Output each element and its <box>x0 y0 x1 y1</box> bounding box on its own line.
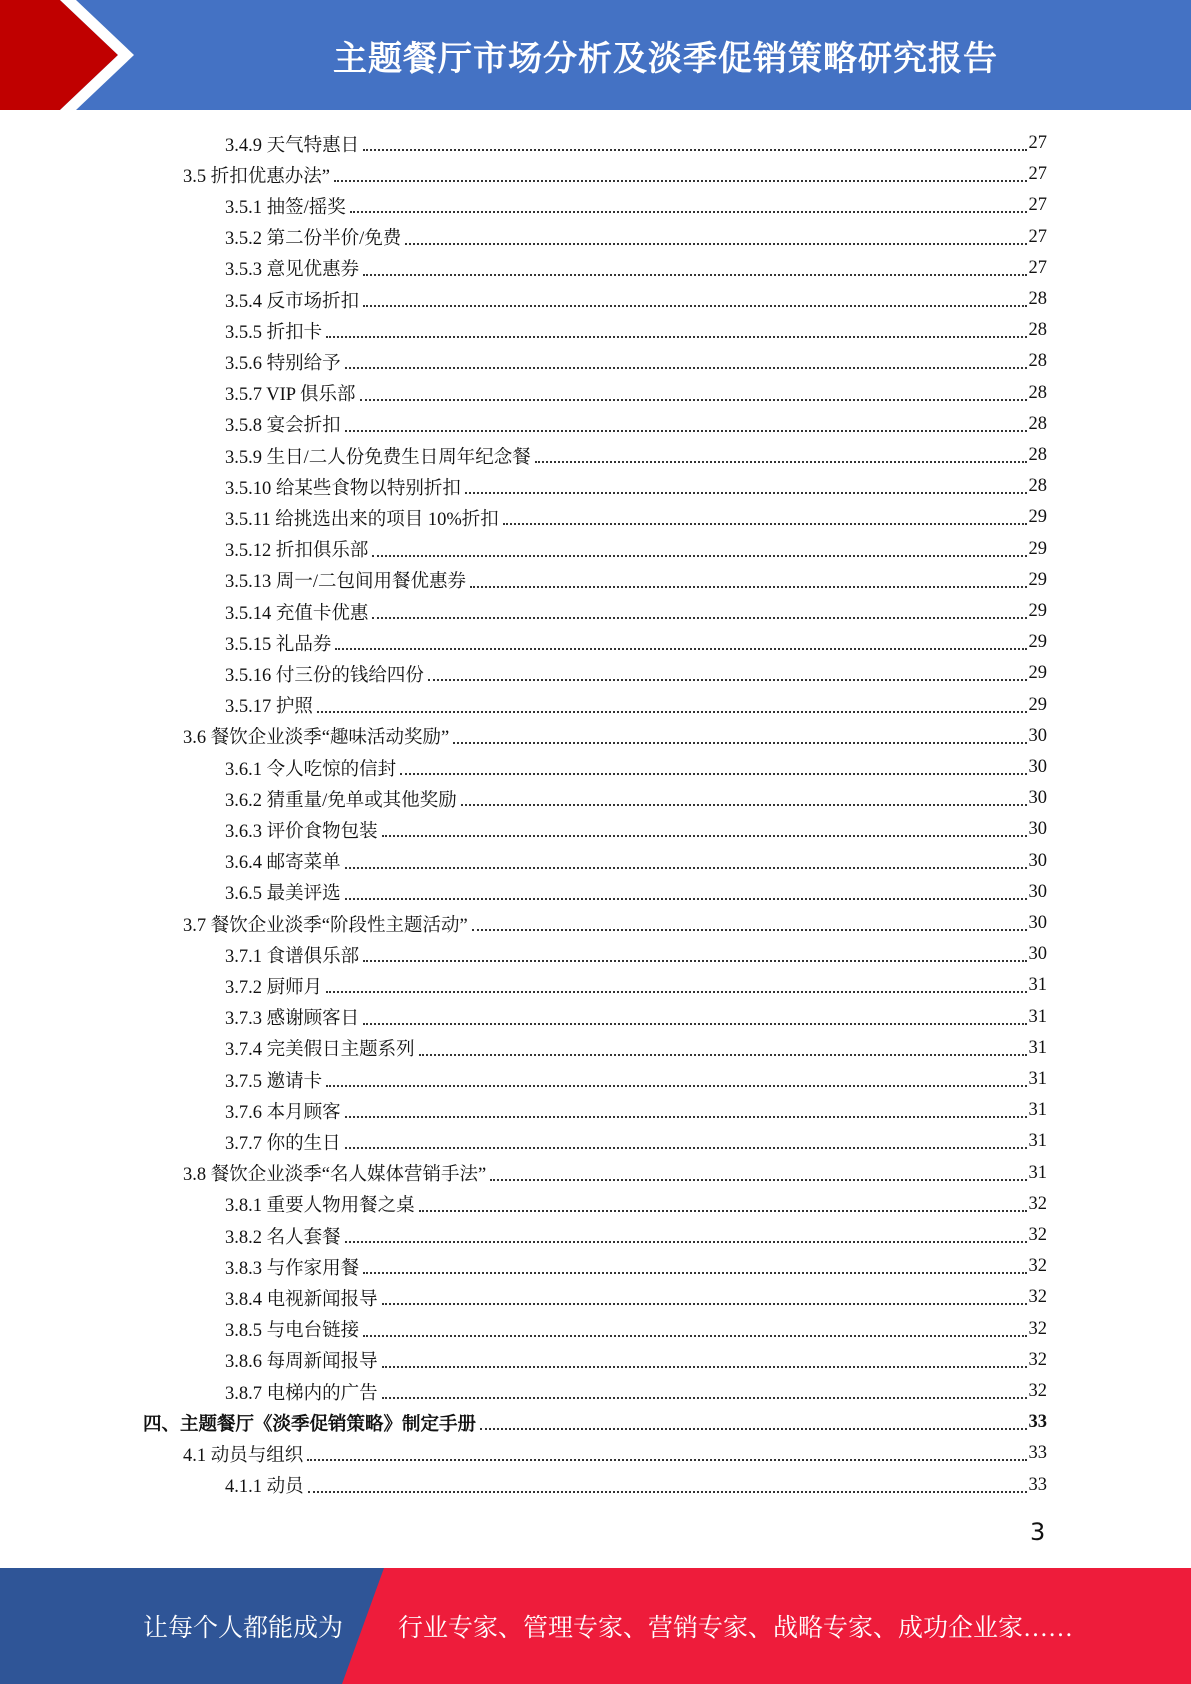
toc-entry-label: 3.7.6 本月顾客 <box>225 1102 341 1123</box>
toc-entry-page-number: 30 <box>1028 913 1047 933</box>
toc-entry-label: 3.8.5 与电台链接 <box>225 1321 360 1342</box>
toc-entry-page-number: 31 <box>1028 1131 1047 1152</box>
toc-entry-label: 3.5.3 意见优惠券 <box>225 260 360 281</box>
toc-entry-label: 3.5 折扣优惠办法” <box>183 166 330 187</box>
toc-entry-page-number: 28 <box>1028 320 1047 341</box>
toc-entry[interactable] <box>225 190 1047 221</box>
toc-entry-page-number: 31 <box>1028 975 1047 996</box>
toc-entry-page-number: 27 <box>1028 195 1047 216</box>
toc-entry[interactable] <box>225 1095 1047 1126</box>
toc-entry[interactable] <box>183 1158 1047 1189</box>
toc-entry[interactable] <box>225 565 1047 596</box>
toc-entry[interactable] <box>225 253 1047 284</box>
dot-leader <box>480 1428 1026 1430</box>
footer-slogan-right: 行业专家、管理专家、营销专家、战略专家、成功企业家…… <box>398 1615 1074 1642</box>
toc-entry[interactable] <box>225 1126 1047 1157</box>
toc-entry[interactable] <box>225 284 1047 315</box>
toc-entry[interactable] <box>225 596 1047 627</box>
toc-entry-label: 3.7.7 你的生日 <box>225 1133 341 1154</box>
toc-entry-page-number: 31 <box>1028 1100 1047 1121</box>
dot-leader <box>360 399 1027 401</box>
toc-entry-label: 3.6.3 评价食物包装 <box>225 821 378 842</box>
toc-entry-page-number: 32 <box>1028 1225 1047 1245</box>
toc-entry-page-number: 29 <box>1028 507 1047 528</box>
toc-entry-page-number: 31 <box>1028 1069 1047 1089</box>
toc-entry[interactable] <box>225 346 1047 377</box>
toc-entry[interactable] <box>225 970 1047 1001</box>
toc-entry-label: 3.8.7 电梯内的广告 <box>225 1383 378 1404</box>
toc-entry-label: 3.5.6 特别给予 <box>225 353 341 374</box>
toc-entry-page-number: 28 <box>1028 413 1047 434</box>
dot-leader <box>382 1397 1027 1399</box>
dot-leader <box>345 898 1027 900</box>
red-arrow-shape <box>0 0 118 110</box>
dot-leader <box>363 1023 1026 1025</box>
dot-leader <box>307 1459 1026 1461</box>
toc-entry[interactable] <box>225 627 1047 658</box>
dot-leader <box>363 305 1026 307</box>
toc-entry-page-number: 29 <box>1028 632 1047 653</box>
toc-entry[interactable] <box>225 877 1047 908</box>
toc-entry[interactable] <box>225 534 1047 565</box>
toc-entry-page-number: 31 <box>1028 1162 1047 1183</box>
dot-leader <box>345 1116 1027 1118</box>
report-title: 主题餐厅市场分析及淡季促销策略研究报告 <box>333 38 998 79</box>
toc-entry-label: 4.1.1 动员 <box>225 1477 304 1498</box>
toc-entry-label: 3.5.10 给某些食物以特别折扣 <box>225 478 461 499</box>
toc-entry-page-number: 33 <box>1028 1474 1047 1495</box>
toc-entry-page-number: 28 <box>1028 289 1047 309</box>
toc-entry-page-number: 30 <box>1028 788 1047 809</box>
dot-leader <box>326 1085 1026 1087</box>
toc-entry-label: 3.8.2 名人套餐 <box>225 1227 341 1248</box>
dot-leader <box>326 991 1026 993</box>
toc-entry[interactable] <box>225 1220 1047 1251</box>
dot-leader <box>382 1303 1027 1305</box>
toc-entry[interactable] <box>225 1189 1047 1220</box>
toc-entry[interactable] <box>225 1345 1047 1376</box>
toc-entry[interactable] <box>225 128 1047 159</box>
dot-leader <box>453 742 1026 744</box>
toc-entry-page-number: 31 <box>1028 1006 1047 1027</box>
toc-entry-label: 3.4.9 天气特惠日 <box>225 135 360 156</box>
toc-entry-page-number: 28 <box>1028 382 1047 403</box>
toc-entry-label: 3.5.2 第二份半价/免费 <box>225 229 402 250</box>
dot-leader <box>363 1335 1026 1337</box>
toc-entry-page-number: 30 <box>1028 757 1047 777</box>
dot-leader <box>419 1054 1027 1056</box>
toc-entry-page-number: 29 <box>1028 569 1047 590</box>
toc-entry-label: 3.7.1 食谱俱乐部 <box>225 946 360 967</box>
toc-entry[interactable] <box>225 814 1047 845</box>
toc-entry-label: 3.5.17 护照 <box>225 697 313 718</box>
toc-entry-page-number: 30 <box>1028 881 1047 902</box>
toc-entry-label: 3.5.16 付三份的钱给四份 <box>225 665 424 686</box>
toc-entry-label: 3.5.11 给挑选出来的项目 10%折扣 <box>225 509 499 530</box>
toc-entry-page-number: 30 <box>1028 725 1047 746</box>
toc-entry-page-number: 32 <box>1028 1193 1047 1214</box>
toc-entry-label: 3.8.1 重要人物用餐之桌 <box>225 1196 415 1217</box>
page-footer <box>0 1568 1191 1684</box>
toc-entry-label: 3.6.4 邮寄菜单 <box>225 853 341 874</box>
toc-entry-page-number: 29 <box>1028 663 1047 684</box>
dot-leader <box>428 679 1027 681</box>
dot-leader <box>363 149 1026 151</box>
dot-leader <box>308 1491 1027 1493</box>
toc-entry-label: 3.5.14 充值卡优惠 <box>225 603 369 624</box>
footer-slogan-left: 让每个人都能成为 <box>143 1615 344 1642</box>
toc-entry-label: 3.8 餐饮企业淡季“名人媒体营销手法” <box>183 1165 487 1186</box>
dot-leader <box>345 867 1027 869</box>
toc-entry[interactable] <box>225 1314 1047 1345</box>
toc-entry[interactable] <box>225 752 1047 783</box>
toc-entry-page-number: 30 <box>1028 850 1047 871</box>
toc-entry-label: 4.1 动员与组织 <box>183 1445 304 1466</box>
toc-entry-label: 3.5.8 宴会折扣 <box>225 416 341 437</box>
dot-leader <box>465 492 1027 494</box>
dot-leader <box>405 243 1026 245</box>
dot-leader <box>363 960 1026 962</box>
toc-entry[interactable] <box>225 846 1047 877</box>
dot-leader <box>400 773 1026 775</box>
dot-leader <box>372 555 1026 557</box>
toc-entry[interactable] <box>225 658 1047 689</box>
dot-leader <box>334 180 1027 182</box>
toc-entry-label: 3.7.4 完美假日主题系列 <box>225 1040 415 1061</box>
toc-entry-page-number: 33 <box>1028 1412 1047 1433</box>
page-header <box>0 0 1191 110</box>
toc-entry[interactable] <box>143 1407 1047 1438</box>
toc-entry-label: 3.5.15 礼品券 <box>225 634 332 655</box>
toc-entry-label: 3.8.3 与作家用餐 <box>225 1258 360 1279</box>
toc-entry-label: 3.5.9 生日/二人份免费生日周年纪念餐 <box>225 447 531 468</box>
toc-entry-page-number: 27 <box>1028 164 1047 185</box>
toc-entry-label: 3.7.5 邀请卡 <box>225 1071 323 1092</box>
toc-entry-label: 3.5.5 折扣卡 <box>225 322 323 343</box>
toc-entry-label: 3.5.1 抽签/摇奖 <box>225 197 346 218</box>
toc-entry-page-number: 32 <box>1028 1318 1047 1339</box>
toc-entry-label: 3.7 餐饮企业淡季“阶段性主题活动” <box>183 915 468 936</box>
toc-entry-page-number: 28 <box>1028 476 1047 497</box>
toc-entry[interactable] <box>225 222 1047 253</box>
toc-entry-label: 四、主题餐厅《淡季促销策略》制定手册 <box>143 1414 477 1435</box>
toc-entry-label: 3.8.6 每周新闻报导 <box>225 1352 378 1373</box>
toc-entry[interactable] <box>225 1470 1047 1501</box>
toc-entry[interactable] <box>225 440 1047 471</box>
dot-leader <box>382 835 1027 837</box>
dot-leader <box>503 523 1027 525</box>
toc-entry[interactable] <box>225 783 1047 814</box>
toc-entry-page-number: 30 <box>1028 944 1047 965</box>
dot-leader <box>472 929 1027 931</box>
toc-entry-page-number: 32 <box>1028 1349 1047 1370</box>
toc-entry-page-number: 29 <box>1028 601 1047 621</box>
toc-entry[interactable] <box>225 315 1047 346</box>
dot-leader <box>326 336 1026 338</box>
toc-entry-label: 3.6 餐饮企业淡季“趣味活动奖励” <box>183 728 450 749</box>
toc-entry-page-number: 30 <box>1028 819 1047 840</box>
toc-entry-page-number: 28 <box>1028 351 1047 372</box>
toc-entry[interactable] <box>225 1282 1047 1313</box>
toc-entry[interactable] <box>225 409 1047 440</box>
toc-entry[interactable] <box>225 1002 1047 1033</box>
toc-entry[interactable] <box>225 690 1047 721</box>
dot-leader <box>350 211 1027 213</box>
toc-entry[interactable] <box>225 378 1047 409</box>
toc-entry-page-number: 27 <box>1028 226 1047 247</box>
dot-leader <box>419 1210 1027 1212</box>
toc-entry-label: 3.7.3 感谢顾客日 <box>225 1009 360 1030</box>
toc-entry-page-number: 32 <box>1028 1381 1047 1401</box>
toc-entry[interactable] <box>183 908 1047 939</box>
dot-leader <box>345 367 1027 369</box>
dot-leader <box>345 1147 1027 1149</box>
toc-entry-page-number: 29 <box>1028 538 1047 559</box>
toc-entry-label: 3.7.2 厨师月 <box>225 977 323 998</box>
toc-entry-page-number: 33 <box>1028 1443 1047 1464</box>
toc-entry[interactable] <box>225 939 1047 970</box>
toc-entry-page-number: 29 <box>1028 694 1047 715</box>
toc-entry-page-number: 32 <box>1028 1256 1047 1277</box>
dot-leader <box>345 430 1027 432</box>
toc-entry-page-number: 32 <box>1028 1287 1047 1308</box>
toc-entry-label: 3.5.4 反市场折扣 <box>225 291 360 312</box>
page-number: 3 <box>1030 1518 1046 1546</box>
toc-entry-label: 3.5.12 折扣俱乐部 <box>225 541 369 562</box>
toc-entry-page-number: 31 <box>1028 1037 1047 1058</box>
dot-leader <box>535 461 1027 463</box>
toc-entry-label: 3.5.7 VIP 俱乐部 <box>225 385 356 406</box>
toc-entry[interactable] <box>183 159 1047 190</box>
toc-entry-page-number: 27 <box>1028 133 1047 153</box>
dot-leader <box>345 1241 1027 1243</box>
toc-entry-page-number: 28 <box>1028 445 1047 465</box>
dot-leader <box>382 1366 1027 1368</box>
toc-entry[interactable] <box>183 721 1047 752</box>
toc-entry[interactable] <box>183 1438 1047 1469</box>
toc-entry-label: 3.5.13 周一/二包间用餐优惠券 <box>225 572 467 593</box>
dot-leader <box>335 648 1026 650</box>
dot-leader <box>363 1272 1026 1274</box>
dot-leader <box>317 711 1027 713</box>
dot-leader <box>470 586 1026 588</box>
toc-entry-label: 3.6.2 猜重量/免单或其他奖励 <box>225 790 457 811</box>
dot-leader <box>363 274 1026 276</box>
toc-entry[interactable] <box>225 1033 1047 1064</box>
toc-entry[interactable] <box>225 1064 1047 1095</box>
dot-leader <box>461 804 1027 806</box>
toc-entry-page-number: 27 <box>1028 257 1047 278</box>
toc-entry[interactable] <box>225 471 1047 502</box>
toc-entry-label: 3.8.4 电视新闻报导 <box>225 1289 378 1310</box>
dot-leader <box>372 617 1026 619</box>
dot-leader <box>490 1179 1026 1181</box>
toc-entry[interactable] <box>225 502 1047 533</box>
toc-entry[interactable] <box>225 1376 1047 1407</box>
toc-entry-label: 3.6.5 最美评选 <box>225 884 341 905</box>
toc-entry[interactable] <box>225 1251 1047 1282</box>
toc-entry-label: 3.6.1 令人吃惊的信封 <box>225 759 397 780</box>
